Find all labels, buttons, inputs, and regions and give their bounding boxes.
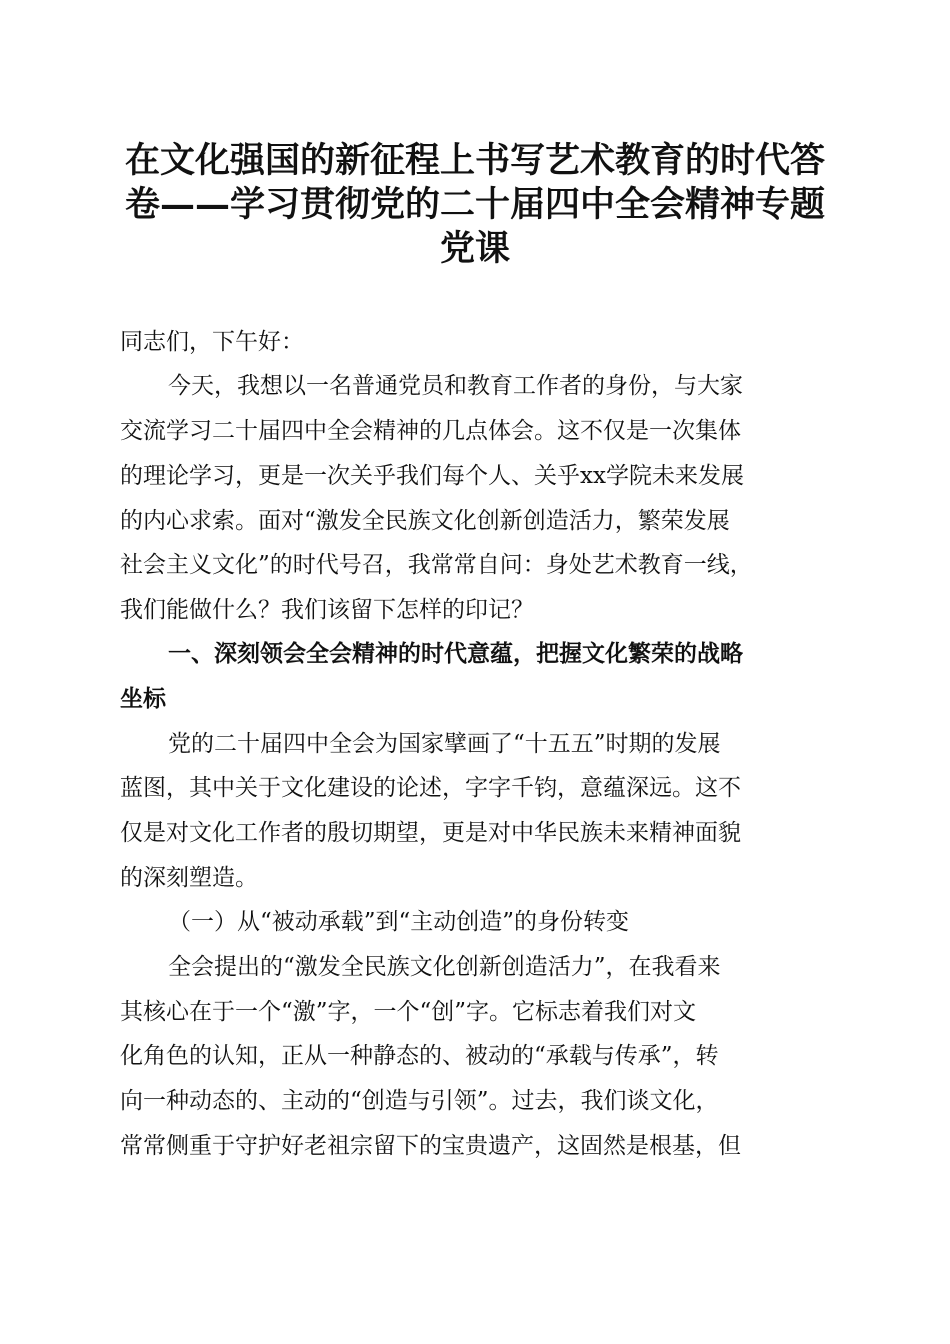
- paragraph-line: 今天，我想以一名普通党员和教育工作者的身份，与大家: [168, 373, 743, 399]
- subsection-heading: （一）从“被动承载”到“主动创造”的身份转变: [168, 909, 630, 935]
- title-line: 卷——学习贯彻党的二十届四中全会精神专题: [124, 184, 825, 225]
- paragraph-line: 的理论学习，更是一次关乎我们每个人、关乎xx学院未来发展: [120, 463, 744, 489]
- paragraph-line: 蓝图，其中关于文化建设的论述，字字千钧，意蕴深远。这不: [120, 775, 741, 801]
- paragraph-line: 仅是对文化工作者的殷切期望，更是对中华民族未来精神面貌: [120, 820, 741, 846]
- paragraph-line: 全会提出的“激发全民族文化创新创造活力”，在我看来: [168, 954, 721, 980]
- title-line: 在文化强国的新征程上书写艺术教育的时代答: [124, 140, 825, 181]
- paragraph-line: 交流学习二十届四中全会精神的几点体会。这不仅是一次集体: [120, 418, 741, 444]
- paragraph-line: 向一种动态的、主动的“创造与引领”。过去，我们谈文化，: [120, 1088, 719, 1114]
- title-line: 党课: [439, 228, 510, 269]
- paragraph-line: 的深刻塑造。: [120, 865, 258, 891]
- paragraph-line: 常常侧重于守护好老祖宗留下的宝贵遗产，这固然是根基，但: [120, 1133, 741, 1159]
- section-heading: 坐标: [120, 686, 166, 712]
- paragraph-line: 化角色的认知，正从一种静态的、被动的“承载与传承”，转: [120, 1043, 719, 1069]
- greeting: 同志们，下午好：: [120, 329, 304, 355]
- paragraph-line: 其核心在于一个“激”字，一个“创”字。它标志着我们对文: [120, 999, 697, 1025]
- paragraph-line: 社会主义文化”的时代号召，我常常自问：身处艺术教育一线，: [120, 552, 753, 578]
- paragraph-line: 我们能做什么？我们该留下怎样的印记？: [120, 597, 534, 623]
- paragraph-line: 党的二十届四中全会为国家擘画了“十五五”时期的发展: [168, 731, 721, 757]
- paragraph-line: 的内心求索。面对“激发全民族文化创新创造活力，繁荣发展: [120, 508, 730, 534]
- section-heading: 一、深刻领会全会精神的时代意蕴，把握文化繁荣的战略: [168, 641, 743, 667]
